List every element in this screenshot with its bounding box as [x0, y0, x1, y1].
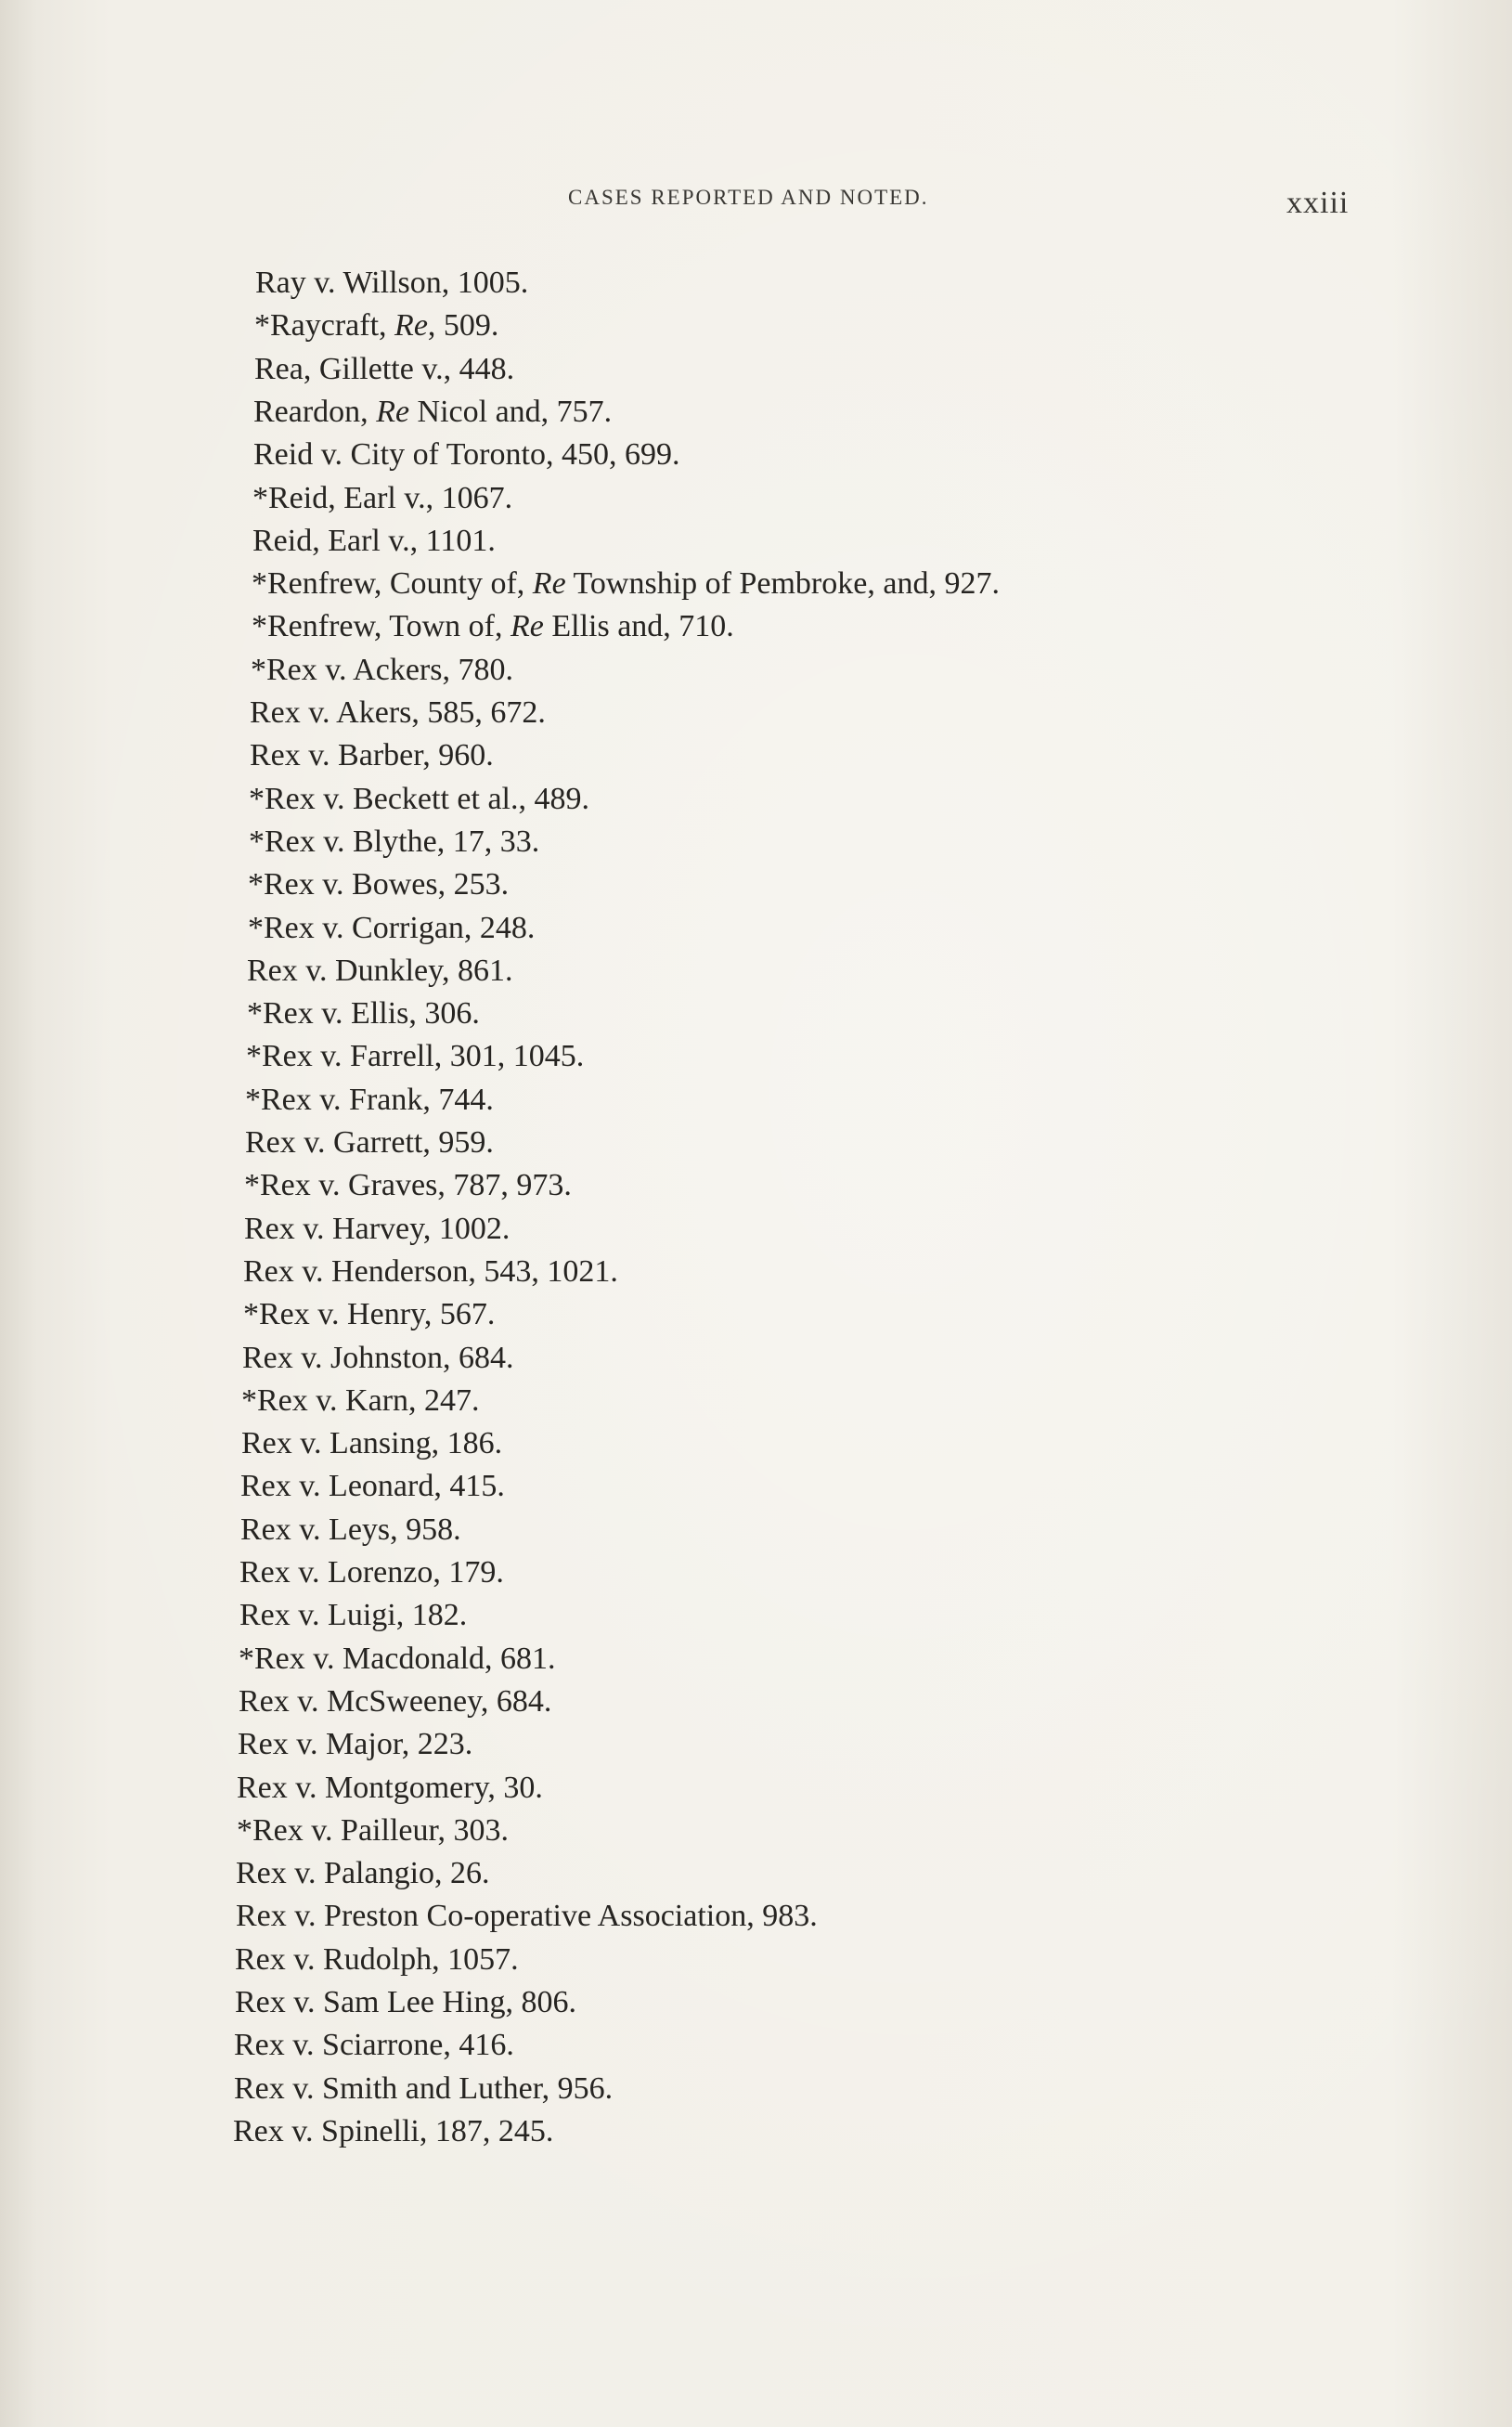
case-entry: Rex v. Major, 223. [238, 1727, 473, 1761]
case-entry: Rex v. Rudolph, 1057. [235, 1942, 519, 1977]
case-entry: Rex v. Henderson, 543, 1021. [243, 1254, 618, 1289]
case-entry: *Rex v. Karn, 247. [241, 1383, 480, 1418]
case-entry: Rex v. Montgomery, 30. [237, 1771, 543, 1805]
case-entry: *Rex v. Henry, 567. [243, 1297, 496, 1331]
case-entry: *Renfrew, County of, Re Township of Pembroke, and, 927. [252, 566, 1000, 601]
case-entry: Rex v. Sciarrone, 416. [234, 2028, 514, 2062]
case-entry: Rex v. Palangio, 26. [236, 1856, 490, 1890]
case-entry: *Rex v. Farrell, 301, 1045. [246, 1039, 585, 1073]
case-entry: Rex v. Sam Lee Hing, 806. [235, 1985, 576, 2019]
case-entry: *Rex v. Ackers, 780. [251, 653, 513, 687]
case-entry: Rex v. Johnston, 684. [242, 1341, 514, 1375]
case-entry: Rex v. Leonard, 415. [240, 1469, 505, 1503]
case-entry: *Rex v. Bowes, 253. [248, 867, 510, 902]
case-entry: Rex v. Lorenzo, 179. [239, 1555, 504, 1590]
case-entry: Rex v. Dunkley, 861. [247, 954, 513, 988]
case-entry: Reardon, Re Nicol and, 757. [253, 395, 613, 429]
case-entry: *Rex v. Beckett et al., 489. [249, 782, 589, 816]
case-entry: *Rex v. Pailleur, 303. [237, 1813, 509, 1848]
case-entry: Rex v. McSweeney, 684. [239, 1684, 552, 1719]
page-number: xxiii [1286, 186, 1350, 220]
case-entry: Rex v. Spinelli, 187, 245. [233, 2114, 554, 2148]
case-entry: *Rex v. Blythe, 17, 33. [249, 824, 540, 859]
case-entry: Rex v. Harvey, 1002. [244, 1212, 510, 1246]
case-entry: Rex v. Akers, 585, 672. [250, 695, 546, 730]
case-entry: *Rex v. Ellis, 306. [247, 996, 480, 1031]
case-entry: Ray v. Willson, 1005. [255, 266, 529, 300]
case-entry: Reid v. City of Toronto, 450, 699. [253, 437, 680, 472]
case-entry: Rex v. Preston Co-operative Association, 983. [236, 1899, 818, 1933]
case-entry: Rex v. Lansing, 186. [241, 1426, 503, 1460]
case-entry: Rex v. Barber, 960. [250, 738, 494, 772]
case-entry: Rex v. Garrett, 959. [245, 1125, 494, 1160]
case-entry: *Raycraft, Re, 509. [254, 308, 499, 343]
case-entry: *Rex v. Graves, 787, 973. [244, 1168, 572, 1202]
case-entry: *Reid, Earl v., 1067. [252, 481, 513, 515]
case-entry: *Rex v. Macdonald, 681. [239, 1642, 556, 1676]
case-entry: *Renfrew, Town of, Re Ellis and, 710. [252, 609, 734, 643]
case-entry: *Rex v. Frank, 744. [245, 1083, 494, 1117]
case-entry: Reid, Earl v., 1101. [252, 524, 496, 558]
case-entry: Rex v. Luigi, 182. [239, 1598, 468, 1632]
case-entry: Rex v. Leys, 958. [240, 1512, 461, 1547]
case-entry: Rex v. Smith and Luther, 956. [234, 2071, 614, 2106]
running-header-title: CASES REPORTED AND NOTED. [568, 186, 929, 209]
case-entry: *Rex v. Corrigan, 248. [248, 911, 536, 945]
case-entry: Rea, Gillette v., 448. [254, 352, 515, 386]
